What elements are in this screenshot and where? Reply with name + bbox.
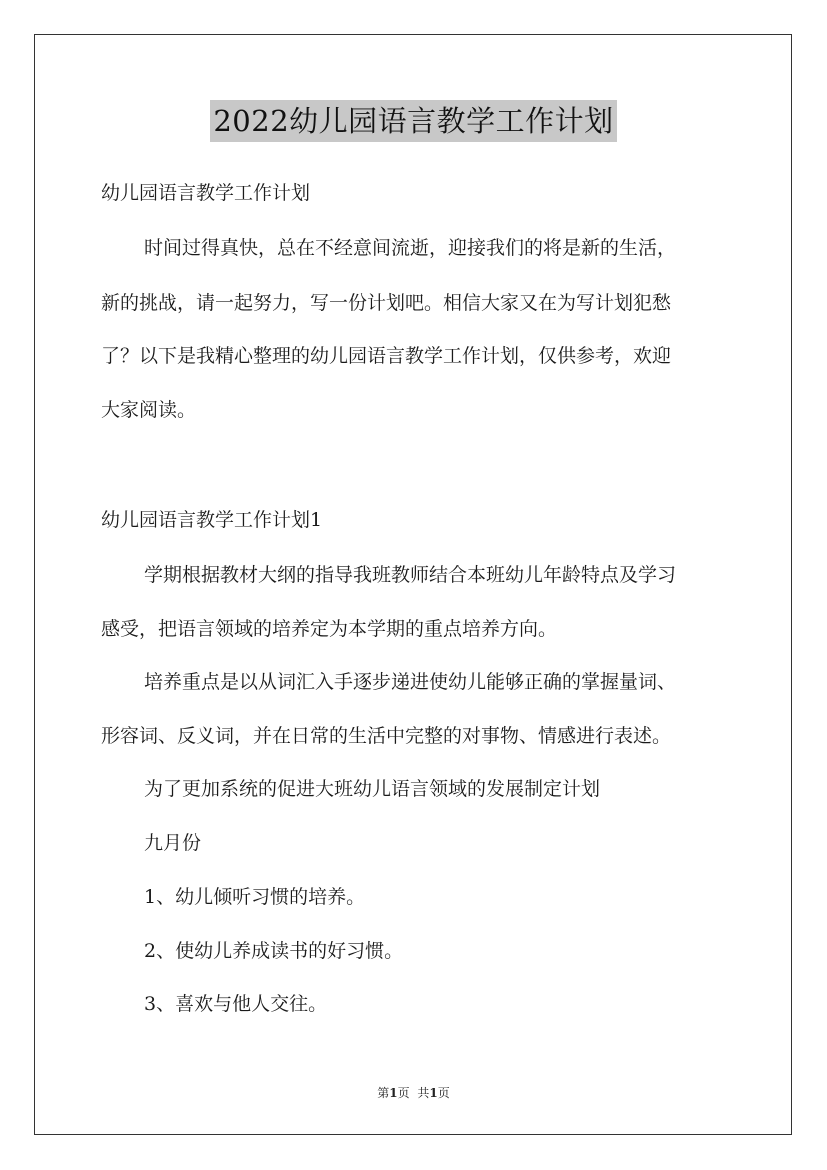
intro-paragraph-line: 时间过得真快，总在不经意间流逝，迎接我们的将是新的生活， xyxy=(144,237,677,259)
section-paragraph-line: 为了更加系统的促进大班幼儿语言领域的发展制定计划 xyxy=(144,778,601,800)
intro-paragraph-line: 新的挑战，请一起努力，写一份计划吧。相信大家又在为写计划犯愁 xyxy=(101,292,672,314)
list-item: 3、喜欢与他人交往。 xyxy=(144,993,328,1015)
section-paragraph-line: 培养重点是以从词汇入手逐步递进使幼儿能够正确的掌握量词、 xyxy=(144,671,677,693)
list-item: 1、幼儿倾听习惯的培养。 xyxy=(144,886,366,908)
intro-paragraph-line: 了？以下是我精心整理的幼儿园语言教学工作计划，仅供参考，欢迎 xyxy=(101,345,672,367)
section-heading: 幼儿园语言教学工作计划1 xyxy=(101,509,323,531)
page-number: 1 xyxy=(389,1086,398,1100)
page-footer xyxy=(0,1084,827,1101)
page-suffix: 页 xyxy=(397,1086,410,1100)
section-paragraph-line: 感受，把语言领域的培养定为本学期的重点培养方向。 xyxy=(101,618,558,640)
section-paragraph-line: 学期根据教材大纲的指导我班教师结合本班幼儿年龄特点及学习 xyxy=(144,564,677,586)
total-prefix: 共 xyxy=(417,1086,430,1100)
intro-paragraph-line: 大家阅读。 xyxy=(101,399,197,421)
section-paragraph-line: 形容词、反义词，并在日常的生活中完整的对事物、情感进行表述。 xyxy=(101,725,672,747)
title-container xyxy=(0,100,827,142)
total-suffix: 页 xyxy=(437,1086,450,1100)
intro-heading: 幼儿园语言教学工作计划 xyxy=(101,182,311,204)
total-pages: 1 xyxy=(429,1086,438,1100)
month-heading: 九月份 xyxy=(144,832,202,854)
page-prefix: 第 xyxy=(377,1086,390,1100)
document-title: 2022幼儿园语言教学工作计划 xyxy=(210,100,616,142)
list-item: 2、使幼儿养成读书的好习惯。 xyxy=(144,940,404,962)
